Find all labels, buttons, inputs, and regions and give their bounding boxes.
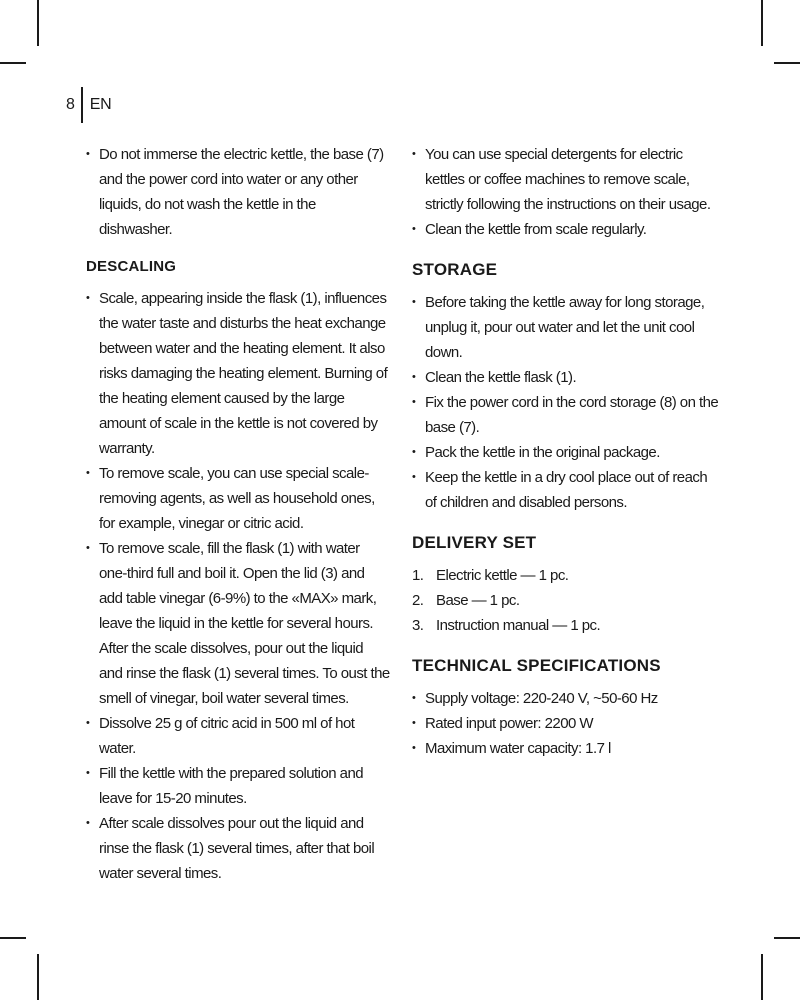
list-item: • Clean the kettle flask (1). bbox=[412, 365, 722, 390]
storage-list bbox=[412, 290, 722, 515]
descaling-list bbox=[86, 286, 390, 886]
list-item: • Before taking the kettle away for long storage, unplug it, pour out water and let the unit cool down. bbox=[412, 290, 722, 365]
list-item bbox=[412, 613, 722, 638]
crop-mark-top-left-vertical bbox=[37, 0, 39, 46]
list-item: • To remove scale, you can use special scale-removing agents, as well as household ones, for example, vinegar or citric acid. bbox=[86, 461, 390, 536]
list-item: • To remove scale, fill the flask (1) with water one-third full and boil it. Open the lid (3) and add table vinegar (6-9%) to the «MAX» mark, leave the liquid in the kettle for several hours. After the scale dissolves, pour out the liquid and rinse the flask (1) several times. To oust the smell of vinegar, boil water several times. bbox=[86, 536, 390, 711]
list-item: • Clean the kettle from scale regularly. bbox=[412, 217, 722, 242]
list-item: • Fix the power cord in the cord storage (8) on the base (7). bbox=[412, 390, 722, 440]
section-title-technical-specifications: TECHNICAL SPECIFICATIONS bbox=[412, 656, 661, 675]
header-divider bbox=[81, 87, 83, 123]
list-item: • Maximum water capacity: 1.7 l bbox=[412, 736, 722, 761]
list-item bbox=[412, 588, 722, 613]
item-text: Instruction manual — 1 pc. bbox=[436, 617, 601, 634]
right-column bbox=[412, 142, 722, 761]
descaling-continued-list bbox=[412, 142, 722, 242]
item-number: 3. bbox=[412, 617, 424, 634]
item-text: Base — 1 pc. bbox=[436, 592, 520, 609]
intro-list bbox=[86, 142, 390, 242]
list-item: • Supply voltage: 220-240 V, ~50-60 Hz bbox=[412, 686, 722, 711]
list-item bbox=[412, 563, 722, 588]
delivery-set-list bbox=[412, 563, 722, 638]
crop-mark-top-left-horizontal bbox=[0, 62, 26, 64]
list-item: • Scale, appearing inside the flask (1), influences the water taste and disturbs the heat exchange between water and the heating element. It also risks damaging the heating element. Burning of the heating element caused by the large amount of scale in the kettle is not covered by warranty. bbox=[86, 286, 390, 461]
list-item: • Dissolve 25 g of citric acid in 500 ml of hot water. bbox=[86, 711, 390, 761]
crop-mark-top-right-horizontal bbox=[774, 62, 800, 64]
left-column bbox=[86, 142, 390, 886]
crop-mark-top-right-vertical bbox=[761, 0, 763, 46]
list-item: • You can use special detergents for electric kettles or coffee machines to remove scale, strictly following the instructions on their usage. bbox=[412, 142, 722, 217]
crop-mark-bottom-right-vertical bbox=[761, 954, 763, 1000]
section-title-descaling: DESCALING bbox=[86, 258, 177, 275]
page-header bbox=[66, 92, 112, 118]
crop-mark-bottom-right-horizontal bbox=[774, 937, 800, 939]
list-item: • Fill the kettle with the prepared solution and leave for 15-20 minutes. bbox=[86, 761, 390, 811]
list-item: • Rated input power: 2200 W bbox=[412, 711, 722, 736]
list-item: • Do not immerse the electric kettle, the base (7) and the power cord into water or any other liquids, do not wash the kettle in the dishwasher. bbox=[86, 142, 390, 242]
crop-mark-bottom-left-vertical bbox=[37, 954, 39, 1000]
list-item: • Pack the kettle in the original package. bbox=[412, 440, 722, 465]
list-item: • After scale dissolves pour out the liquid and rinse the flask (1) several times, after that boil water several times. bbox=[86, 811, 390, 886]
item-text: Electric kettle — 1 pc. bbox=[436, 567, 569, 584]
section-title-delivery-set: DELIVERY SET bbox=[412, 533, 537, 552]
language-code: EN bbox=[89, 96, 112, 113]
item-number: 1. bbox=[412, 567, 424, 584]
list-item: • Keep the kettle in a dry cool place out of reach of children and disabled persons. bbox=[412, 465, 722, 515]
crop-mark-bottom-left-horizontal bbox=[0, 937, 26, 939]
item-number: 2. bbox=[412, 592, 424, 609]
page-number: 8 bbox=[66, 96, 75, 113]
section-title-storage: STORAGE bbox=[412, 260, 498, 279]
technical-specifications-list bbox=[412, 686, 722, 761]
